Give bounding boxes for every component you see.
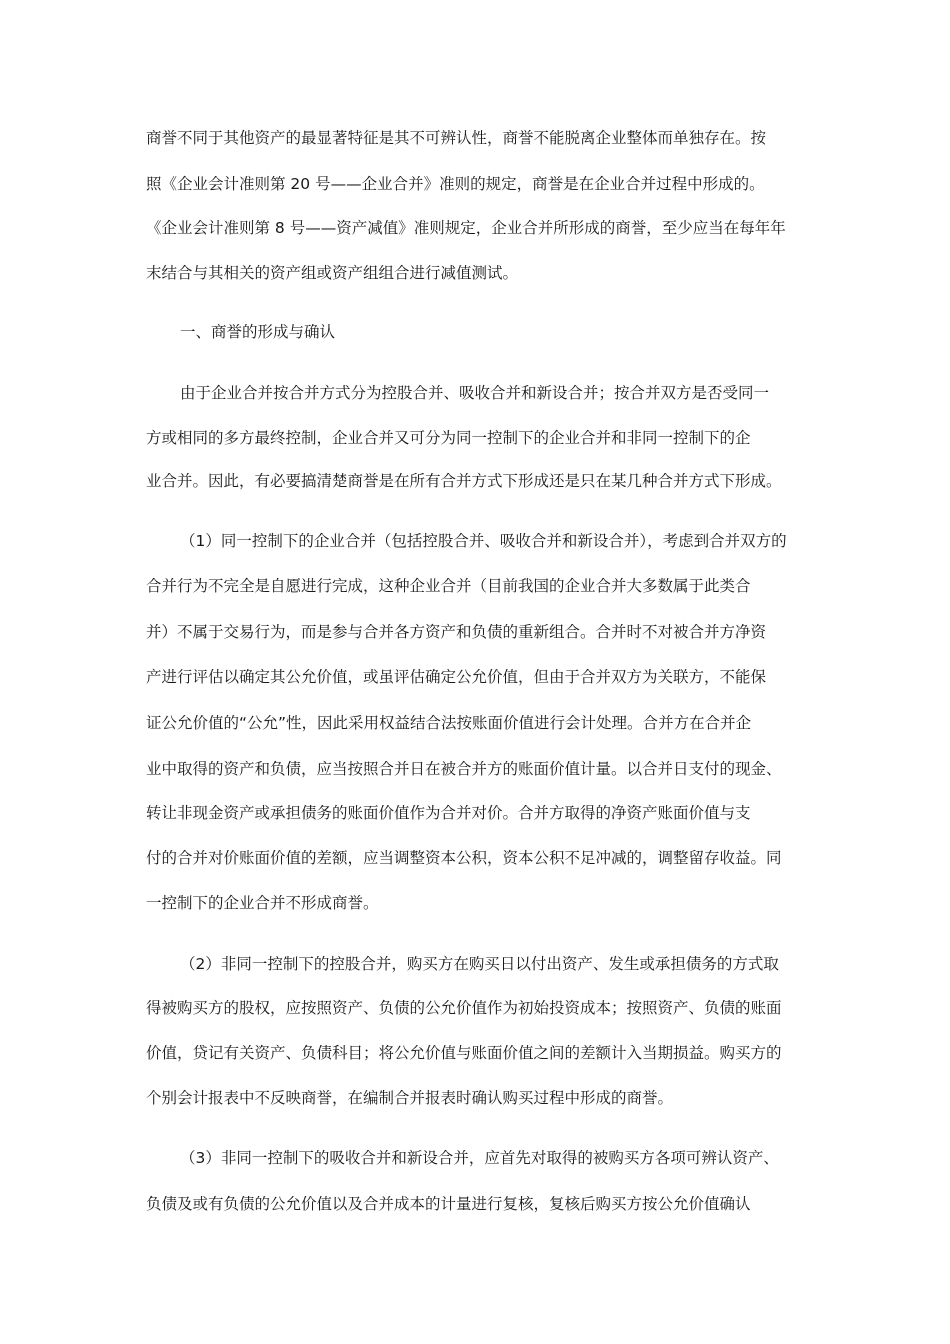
para3-line6: 业中取得的资产和负债，应当按照合并日在被合并方的账面价值计量。以合并日支付的现金、 bbox=[146, 760, 782, 778]
para1-line3: 《企业会计准则第 8 号——资产减值》准则规定，企业合并所形成的商誉，至少应当在每年年 bbox=[146, 219, 786, 237]
para3-line9: 一控制下的企业合并不形成商誉。 bbox=[146, 894, 379, 912]
para2-line2: 方或相同的多方最终控制，企业合并又可分为同一控制下的企业合并和非同一控制下的企 bbox=[146, 429, 751, 447]
para3-line2: 合并行为不完全是自愿进行完成，这种企业合并（目前我国的企业合并大多数属于此类合 bbox=[146, 577, 751, 595]
para1-line1: 商誉不同于其他资产的最显著特征是其不可辨认性，商誉不能脱离企业整体而单独存在。按 bbox=[146, 129, 767, 147]
para2-line1: 由于企业合并按合并方式分为控股合并、吸收合并和新设合并；按合并双方是否受同一 bbox=[180, 384, 770, 402]
section-heading: 一、商誉的形成与确认 bbox=[180, 323, 336, 341]
para1-line4: 末结合与其相关的资产组或资产组组合进行减值测试。 bbox=[146, 264, 519, 282]
para3-line4: 产进行评估以确定其公允价值，或虽评估确定公允价值，但由于合并双方为关联方，不能保 bbox=[146, 668, 767, 686]
para5-line1: （3）非同一控制下的吸收合并和新设合并，应首先对取得的被购买方各项可辨认资产、 bbox=[180, 1149, 779, 1167]
para4-line4: 个别会计报表中不反映商誉，在编制合并报表时确认购买过程中形成的商誉。 bbox=[146, 1089, 674, 1107]
para3-line5: 证公允价值的“公允”性，因此采用权益结合法按账面价值进行会计处理。合并方在合并企 bbox=[146, 714, 752, 732]
para4-line3: 价值，贷记有关资产、负债科目；将公允价值与账面价值之间的差额计入当期损益。购买方的 bbox=[146, 1044, 782, 1062]
para4-line2: 得被购买方的股权，应按照资产、负债的公允价值作为初始投资成本；按照资产、负债的账面 bbox=[146, 999, 782, 1017]
para3-line3: 并）不属于交易行为，而是参与合并各方资产和负债的重新组合。合并时不对被合并方净资 bbox=[146, 623, 767, 641]
para5-line2: 负债及或有负债的公允价值以及合并成本的计量进行复核，复核后购买方按公允价值确认 bbox=[146, 1195, 751, 1213]
para4-line1: （2）非同一控制下的控股合并，购买方在购买日以付出资产、发生或承担债务的方式取 bbox=[180, 955, 779, 973]
para3-line7: 转让非现金资产或承担债务的账面价值作为合并对价。合并方取得的净资产账面价值与支 bbox=[146, 804, 751, 822]
para3-line8: 付的合并对价账面价值的差额，应当调整资本公积，资本公积不足冲减的，调整留存收益。同 bbox=[146, 849, 782, 867]
para3-line1: （1）同一控制下的企业合并（包括控股合并、吸收合并和新设合并），考虑到合并双方的 bbox=[180, 532, 787, 550]
para2-line3: 业合并。因此，有必要搞清楚商誉是在所有合并方式下形成还是只在某几种合并方式下形成。 bbox=[146, 472, 782, 490]
para1-line2: 照《企业会计准则第 20 号——企业合并》准则的规定，商誉是在企业合并过程中形成的。 bbox=[146, 175, 765, 193]
